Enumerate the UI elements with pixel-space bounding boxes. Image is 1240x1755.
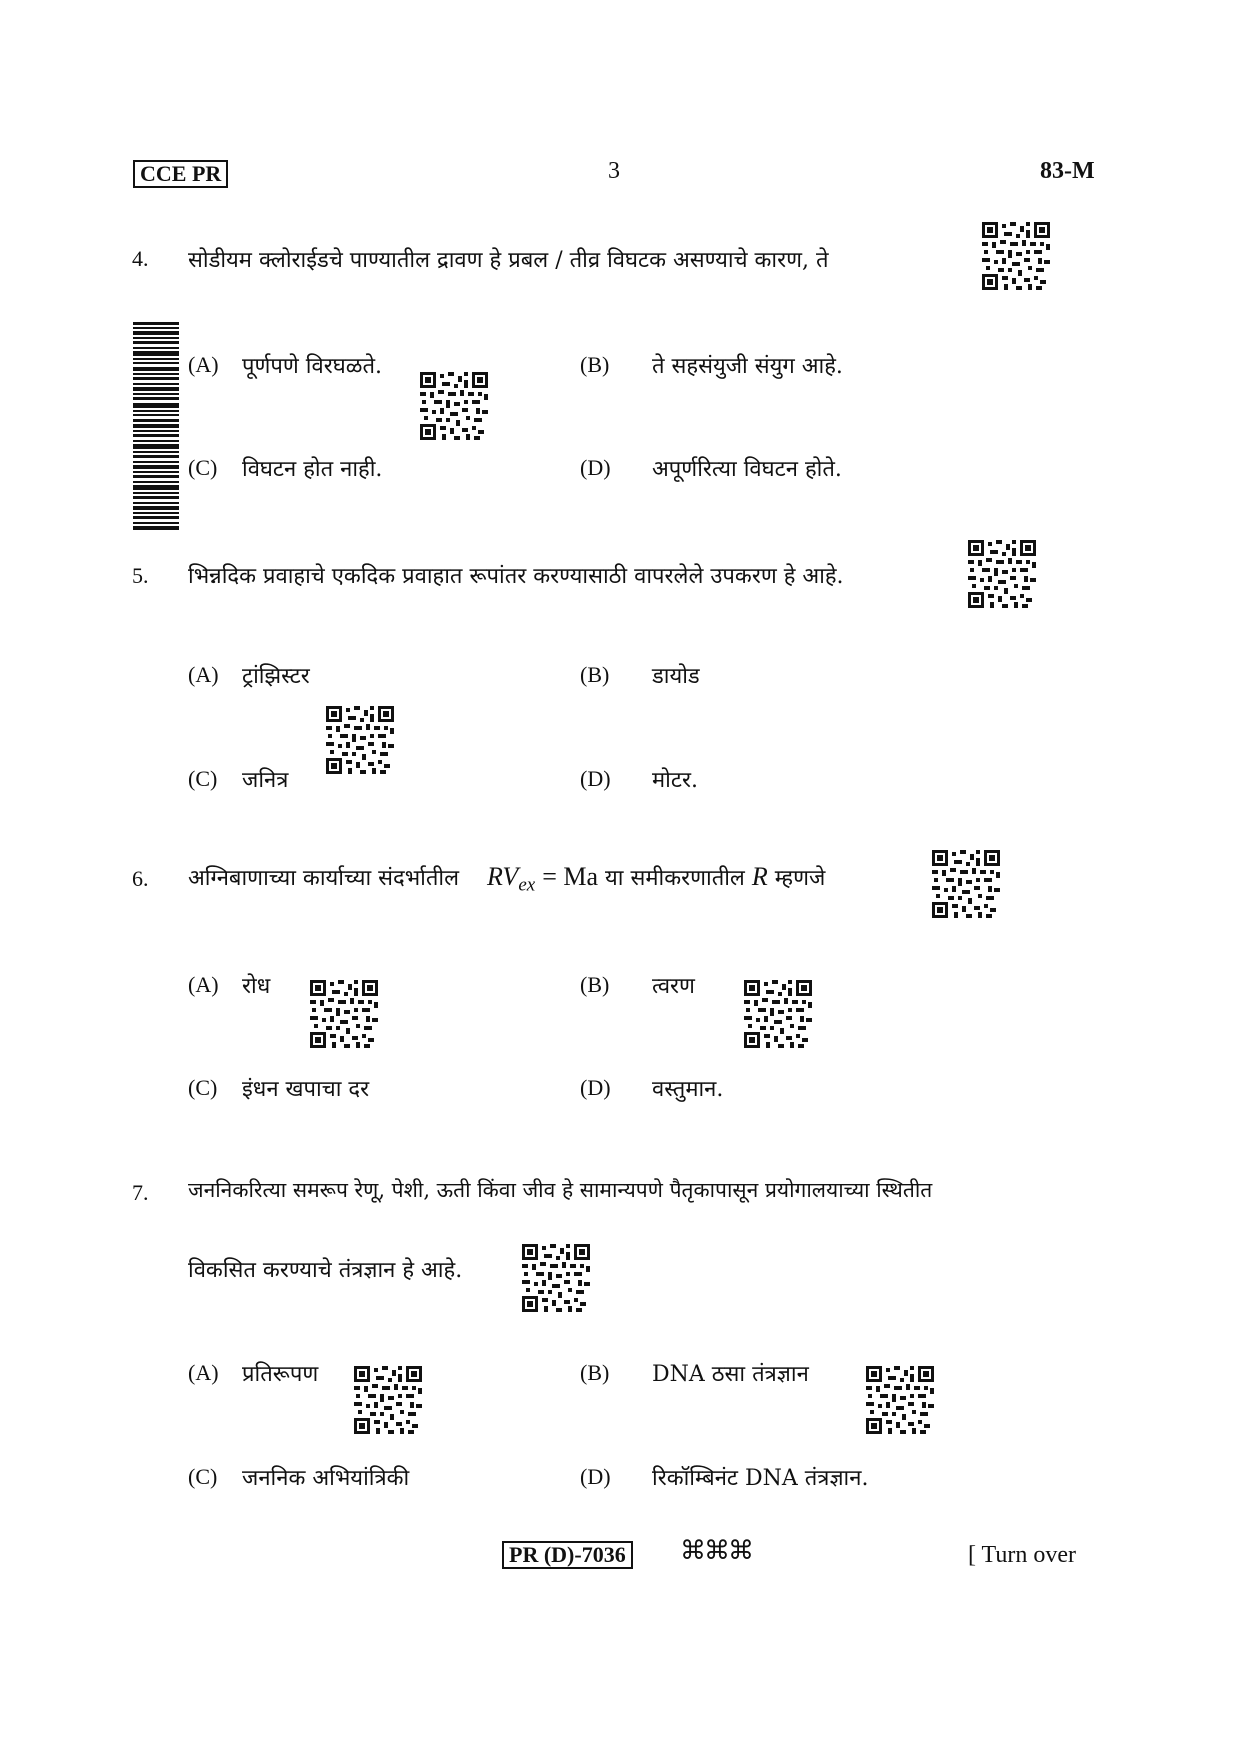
q6-text-after: म्हणजे <box>774 866 826 891</box>
q6-eq-subscript: ex <box>518 874 536 896</box>
q7-option-c-text: जननिक अभियांत्रिकी <box>242 1466 410 1491</box>
booklet-code: PR (D)-7036 <box>509 1542 626 1567</box>
qr-code-icon <box>354 1366 422 1434</box>
q7-option-b-letter: (B) <box>580 1360 610 1385</box>
paper-code-box <box>133 160 228 188</box>
q7-option-d-text: रिकॉम्बिनंट DNA तंत्रज्ञान. <box>652 1466 869 1491</box>
q7-text-line1: जननिकरित्या समरूप रेणू, पेशी, ऊती किंवा जीव हे सामान्यपणे पैतृकापासून प्रयोगालयाच्या स्थितीत <box>188 1178 933 1202</box>
q5-option-c-letter: (C) <box>188 766 218 791</box>
q5-option-d-letter: (D) <box>580 766 611 791</box>
q4-option-b-letter: (B) <box>580 352 610 377</box>
barcode <box>133 322 179 530</box>
q6-option-c-letter: (C) <box>188 1075 218 1100</box>
qr-code-icon <box>522 1244 590 1312</box>
q5-number: 5. <box>132 563 149 588</box>
q5-option-c-text: जनित्र <box>242 768 289 793</box>
q6-text <box>188 862 825 896</box>
q6-option-d-text: वस्तुमान. <box>652 1077 724 1102</box>
q4-option-a-letter: (A) <box>188 352 219 377</box>
q6-option-d-letter: (D) <box>580 1075 611 1100</box>
q4-option-b-text: ते सहसंयुजी संयुग आहे. <box>652 354 843 379</box>
q7-option-a-text: प्रतिरूपण <box>242 1362 319 1387</box>
q6-option-a-letter: (A) <box>188 972 219 997</box>
qr-code-icon <box>326 706 394 774</box>
footer-ornament: ⌘⌘⌘ <box>680 1536 752 1566</box>
q6-eq-r: R <box>751 862 768 891</box>
qr-code-icon <box>420 372 488 440</box>
q5-option-b-letter: (B) <box>580 662 610 687</box>
q4-option-c-text: विघटन होत नाही. <box>242 457 383 482</box>
subject-code: 83-M <box>1040 158 1095 184</box>
q5-text: भिन्नदिक प्रवाहाचे एकदिक प्रवाहात रूपांतर करण्यासाठी वापरलेले उपकरण हे आहे. <box>188 564 844 589</box>
q6-eq-rhs: = Ma <box>542 862 599 891</box>
qr-code-icon <box>968 540 1036 608</box>
q4-option-d-letter: (D) <box>580 455 611 480</box>
q7-option-a-letter: (A) <box>188 1360 219 1385</box>
q7-option-d-letter: (D) <box>580 1464 611 1489</box>
q5-option-d-text: मोटर. <box>652 768 698 793</box>
q6-number: 6. <box>132 866 149 891</box>
qr-code-icon <box>866 1366 934 1434</box>
qr-code-icon <box>982 222 1050 290</box>
q5-option-a-letter: (A) <box>188 662 219 687</box>
page-number: 3 <box>608 158 620 184</box>
q4-text: सोडीयम क्लोराईडचे पाण्यातील द्रावण हे प्रबल / तीव्र विघटक असण्याचे कारण, ते <box>188 248 829 273</box>
qr-code-icon <box>310 980 378 1048</box>
booklet-code-box <box>502 1541 633 1569</box>
qr-code-icon <box>744 980 812 1048</box>
q6-option-b-letter: (B) <box>580 972 610 997</box>
q7-number: 7. <box>132 1180 149 1205</box>
q4-option-a-text: पूर्णपणे विरघळते. <box>242 354 382 379</box>
q5-option-a-text: ट्रांझिस्टर <box>242 664 310 689</box>
q4-option-c-letter: (C) <box>188 455 218 480</box>
q7-option-c-letter: (C) <box>188 1464 218 1489</box>
turn-over-note: [ Turn over <box>968 1542 1077 1568</box>
q6-option-b-text: त्वरण <box>652 974 695 999</box>
q4-number: 4. <box>132 246 149 271</box>
q6-text-middle: या समीकरणातील <box>605 866 745 891</box>
qr-code-icon <box>932 850 1000 918</box>
q7-text-line2: विकसित करण्याचे तंत्रज्ञान हे आहे. <box>188 1258 463 1283</box>
paper-code: CCE PR <box>140 161 222 186</box>
q6-option-c-text: इंधन खपाचा दर <box>242 1077 370 1102</box>
q6-option-a-text: रोध <box>242 974 271 999</box>
q5-option-b-text: डायोड <box>652 664 700 689</box>
q7-option-b-text: DNA ठसा तंत्रज्ञान <box>652 1362 809 1387</box>
q6-text-before: अग्निबाणाच्या कार्याच्या संदर्भातील <box>188 866 460 891</box>
q4-option-d-text: अपूर्णरित्या विघटन होते. <box>652 457 842 482</box>
q6-eq-rv: RV <box>487 862 519 891</box>
